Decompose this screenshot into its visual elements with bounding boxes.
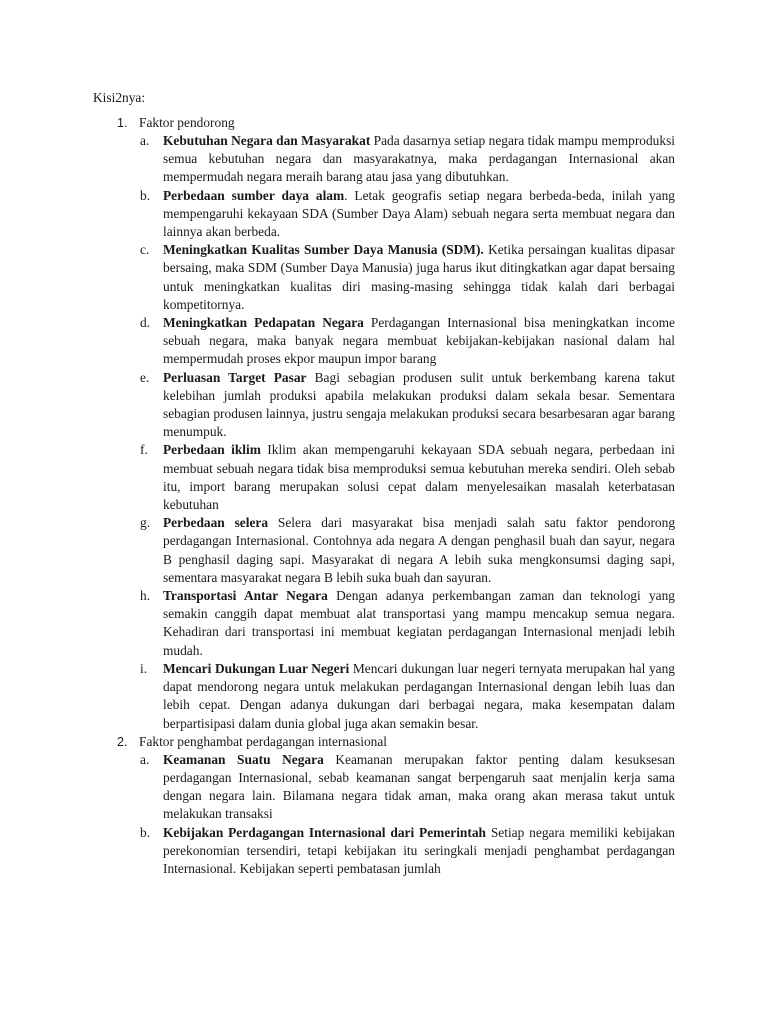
item-term: Perbedaan selera xyxy=(163,515,269,531)
item-letter: b. xyxy=(140,824,151,840)
list-item xyxy=(93,751,675,824)
list-item xyxy=(93,660,675,733)
list-item xyxy=(93,132,675,187)
item-text: Setiap negara memiliki kebijakan perekonomian tersendiri, tetapi kebijakan itu seringkali menjadi penghambat perdagangan Internasional. Kebijakan seperti pembatasan jumlah xyxy=(163,824,675,876)
item-letter: a. xyxy=(140,751,150,767)
list-item xyxy=(93,441,675,514)
item-letter: f. xyxy=(140,442,148,458)
section-number: 1. xyxy=(117,116,128,130)
item-text: Perdagangan Internasional bisa meningkatkan income sebuah negara, maka banyak negara membuat kebijakan-kebijakan nasional dalam hal mempermudah proses ekpor maupun impor barang xyxy=(163,315,675,367)
section-number: 2. xyxy=(117,734,128,749)
item-text: Pada dasarnya setiap negara tidak mampu memproduksi semua kebutuhan negara dan masyarakatnya, maka perdagangan Internasional akan mempermudah negara meraih barang atau jasa yang dibutuhkan. xyxy=(163,133,676,185)
item-term: Mencari Dukungan Luar Negeri xyxy=(163,660,350,676)
item-text: Iklim akan mempengaruhi kekayaan SDA sebuah negara, perbedaan ini membuat sebuah negara tidak bisa memproduksi semua kebutuhan mereka sendiri. Oleh sebab itu, import barang merupakan solusi cepat dalam menyelesaikan masalah keterbatasan kebutuhan xyxy=(163,442,675,513)
section-2 xyxy=(93,733,675,751)
list-item xyxy=(93,824,675,879)
heading: Kisi2nya: xyxy=(93,90,146,105)
item-letter: c. xyxy=(140,242,150,258)
item-text: Bagi sebagian produsen sulit untuk berkembang karena takut kelebihan jumlah produksi apabila melakukan produksi dalam sekala besar. Sementara sebagian produsen lainnya, justru sengaja melakukan produksi secara besarbesaran agar barang menumpuk. xyxy=(163,369,675,440)
section-title: Faktor penghambat perdagangan internasional xyxy=(139,733,388,749)
section-title: Faktor pendorong xyxy=(139,115,235,130)
item-term: Transportasi Antar Negara xyxy=(163,588,328,604)
item-text: Dengan adanya perkembangan zaman dan teknologi yang semakin canggih dapat membuat alat transportasi yang mampu mencakup semua negara. Kehadiran dari transportasi ini membuat kegiatan perdagangan Internasional menjadi lebih mudah. xyxy=(163,588,675,658)
document-body xyxy=(93,89,675,878)
item-term: Kebutuhan Negara dan Masyarakat xyxy=(163,133,371,148)
item-text: . Letak geografis setiap negara berbeda-beda, inilah yang mempengaruhi kekayaan SDA (Sumber Daya Alam) sebuah negara serta membuat negara dan lainnya akan berbeda. xyxy=(163,187,676,240)
item-letter: e. xyxy=(140,369,150,385)
item-term: Keamanan Suatu Negara xyxy=(163,751,324,767)
item-text: Mencari dukungan luar negeri ternyata merupakan hal yang dapat mendorong negara untuk melakukan perdagangan Internasional dengan lebih luas dan lebih cepat. Dengan adanya dukungan dari berbagai negara, maka kesempatan dalam berpartisipasi dalam dunia global juga akan semakin besar. xyxy=(163,660,675,731)
item-text: Keamanan merupakan faktor penting dalam kesuksesan perdagangan Internasional, sebab keamanan sangat berpengaruh saat menjalin kerja sama dengan negara lain. Bilamana negara tidak aman, maka orang akan merasa takut untuk melakukan transaksi xyxy=(163,751,675,822)
list-item xyxy=(93,241,675,314)
item-term: Perbedaan iklim xyxy=(163,442,261,458)
item-letter: d. xyxy=(140,315,151,331)
item-term: Meningkatkan Kualitas Sumber Daya Manusia (SDM). xyxy=(163,242,484,258)
item-text: Selera dari masyarakat bisa menjadi salah satu faktor pendorong perdagangan Internasional. Contohnya ada negara A dengan penghasil buah dan sayur, negara B penghasil daging sapi. Masyarakat di negara A lebih suka mengkonsumsi daging sapi, sementara masyarakat negara B lebih suka buah dan sayuran. xyxy=(163,515,676,585)
list-item xyxy=(93,187,675,242)
item-letter: a. xyxy=(140,133,150,148)
item-term: Perbedaan sumber daya alam xyxy=(163,187,345,203)
list-item xyxy=(93,314,675,369)
item-term: Meningkatkan Pedapatan Negara xyxy=(163,315,364,331)
list-item xyxy=(93,587,675,660)
list-item xyxy=(93,369,675,442)
item-letter: g. xyxy=(140,515,151,531)
item-text: Ketika persaingan kualitas dipasar bersaing, maka SDM (Sumber Daya Manusia) juga harus ikut ditingkatkan agar dapat bersaing untuk meningkatkan kualitas diri masing-masing sehingga tidak kalah dari berbagai kompetitornya. xyxy=(163,242,676,312)
list-item xyxy=(93,514,675,587)
item-term: Kebijakan Perdagangan Internasional dari Pemerintah xyxy=(163,824,486,840)
item-letter: b. xyxy=(140,187,151,203)
section-1 xyxy=(93,114,675,132)
item-term: Perluasan Target Pasar xyxy=(163,369,307,385)
item-letter: h. xyxy=(140,588,151,604)
item-letter: i. xyxy=(140,660,148,676)
